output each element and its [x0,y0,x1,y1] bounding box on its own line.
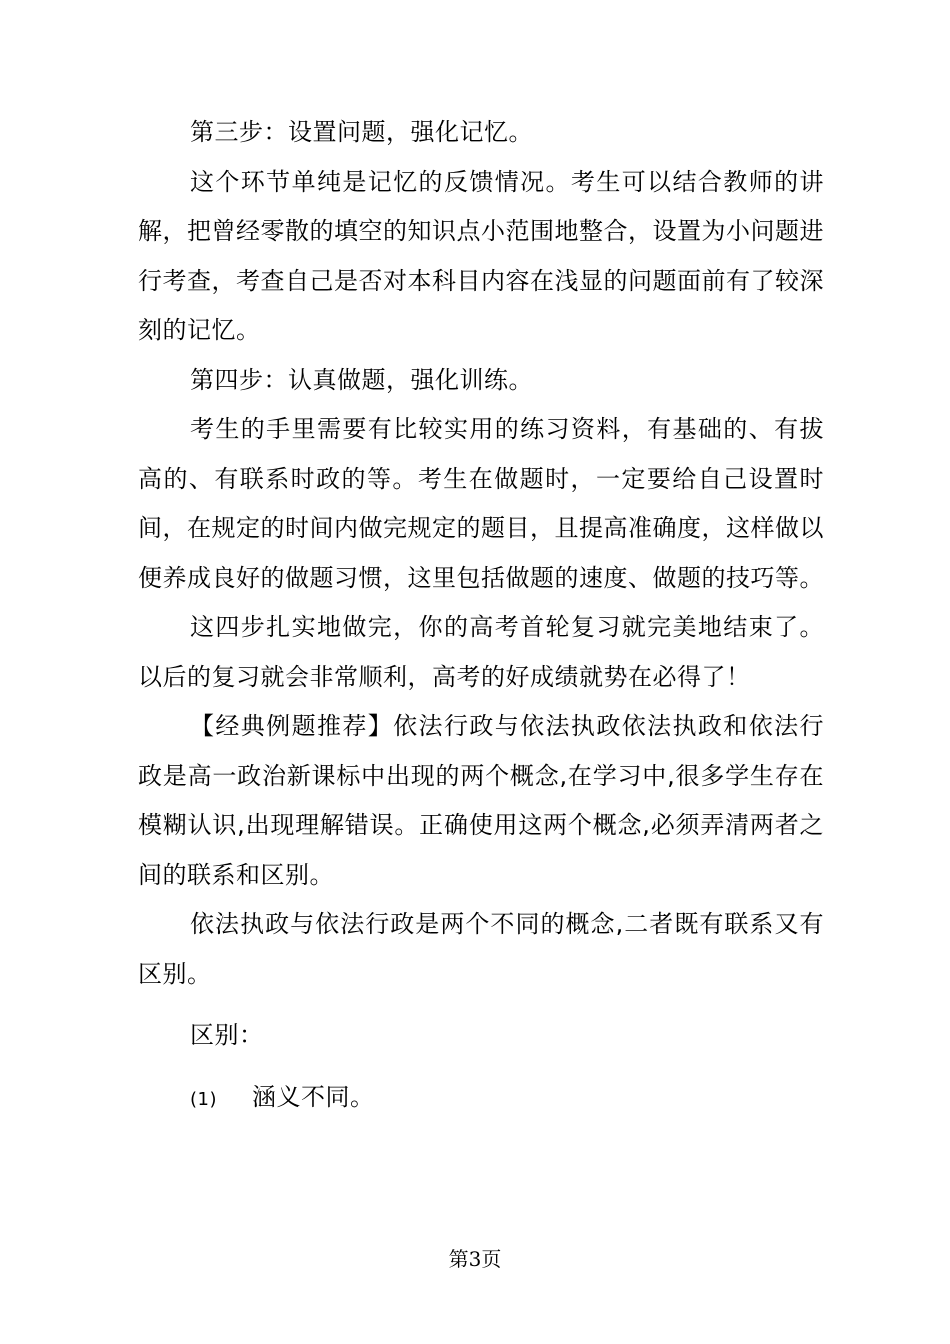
step-three-paragraph: 这个环节单纯是记忆的反馈情况。考生可以结合教师的讲解，把曾经零散的填空的知识点小范围地整合，设置为小问题进行考查，考查自己是否对本科目内容在浅显的问题面前有了较深刻的记忆。 [138,167,824,344]
step-four-paragraph: 考生的手里需要有比较实用的练习资料，有基础的、有拔高的、有联系时政的等。考生在做题时，一定要给自己设置时间，在规定的时间内做完规定的题目，且提高准确度，这样做以便养成良好的做题习惯，这里包括做题的速度、做题的技巧等。 [138,415,824,592]
list-item-text: 涵义不同。 [252,1082,375,1111]
document-body [138,108,824,1124]
page-number: 第3页 [448,1247,502,1271]
step-three-heading: 第三步：设置问题，强化记忆。 [190,118,533,146]
difference-intro-paragraph: 依法执政与依法行政是两个不同的概念,二者既有联系又有区别。 [138,910,824,988]
example-paragraph: 【经典例题推荐】依法行政与依法执政依法执政和依法行政是高一政治新课标中出现的两个概念,在学习中,很多学生存在模糊认识,出现理解错误。正确使用这两个概念,必须弄清两者之间的联系和区别。 [138,712,824,889]
list-item [138,1073,824,1125]
conclusion-paragraph: 这四步扎实地做完，你的高考首轮复习就完美地结束了。以后的复习就会非常顺利，高考的好成绩就势在必得了！ [138,613,824,691]
step-four-heading: 第四步：认真做题，强化训练。 [190,365,533,394]
difference-heading: 区别： [190,1021,264,1049]
list-item-number: (1) [190,1088,217,1110]
